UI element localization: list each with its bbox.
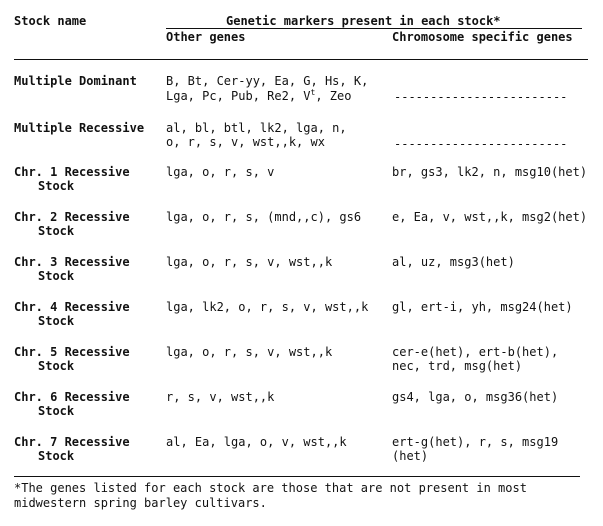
- column-header-other-genes: Other genes: [166, 30, 246, 44]
- stock-name-chr3-line1: Chr. 3 Recessive: [14, 255, 130, 269]
- group-header-rule: [166, 28, 582, 29]
- chromosome-genes-multiple-dominant: ------------------------: [394, 90, 568, 104]
- other-genes-chr7: al, Ea, lga, o, v, wst,,k: [166, 435, 347, 449]
- column-group-header: Genetic markers present in each stock*: [226, 14, 501, 28]
- stock-name-chr5-line2: Stock: [38, 359, 75, 373]
- chromosome-genes-chr5-line1: cer-e(het), ert-b(het),: [392, 345, 559, 359]
- stock-name-chr2-line1: Chr. 2 Recessive: [14, 210, 130, 224]
- chromosome-genes-chr2: e, Ea, v, wst,,k, msg2(het): [392, 210, 588, 224]
- superscript-t: t: [310, 88, 316, 97]
- other-genes-chr3: lga, o, r, s, v, wst,,k: [166, 255, 333, 269]
- other-genes-chr5: lga, o, r, s, v, wst,,k: [166, 345, 333, 359]
- footnote-line2: midwestern spring barley cultivars.: [14, 496, 267, 510]
- other-genes-multiple-recessive-line2: o, r, s, v, wst,,k, wx: [166, 135, 325, 149]
- chromosome-genes-chr3: al, uz, msg3(het): [392, 255, 515, 269]
- stock-name-chr7-line1: Chr. 7 Recessive: [14, 435, 130, 449]
- column-header-stock-name: Stock name: [14, 14, 87, 28]
- other-genes-chr6: r, s, v, wst,,k: [166, 390, 275, 404]
- stock-name-chr1-line1: Chr. 1 Recessive: [14, 165, 130, 179]
- chromosome-genes-chr7-line1: ert-g(het), r, s, msg19: [392, 435, 559, 449]
- chromosome-genes-chr4: gl, ert-i, yh, msg24(het): [392, 300, 573, 314]
- stock-name-chr5-line1: Chr. 5 Recessive: [14, 345, 130, 359]
- stock-name-chr6-line2: Stock: [38, 404, 75, 418]
- stock-name-chr6-line1: Chr. 6 Recessive: [14, 390, 130, 404]
- other-genes-multiple-recessive-line1: al, bl, btl, lk2, lga, n,: [166, 121, 347, 135]
- stock-name-chr4-line2: Stock: [38, 314, 75, 328]
- chromosome-genes-chr5-line2: nec, trd, msg(het): [392, 359, 523, 373]
- other-genes-chr2: lga, o, r, s, (mnd,,c), gs6: [166, 210, 362, 224]
- other-genes-multiple-dominant-line2: Lga, Pc, Pub, Re2, $V^t$, Zeo: [166, 88, 352, 103]
- stock-name-chr3-line2: Stock: [38, 269, 75, 283]
- footnote-divider: [14, 476, 580, 477]
- chromosome-genes-chr7-line2: (het): [392, 449, 429, 463]
- stock-name-multiple-dominant: Multiple Dominant: [14, 74, 137, 88]
- stock-name-multiple-recessive: Multiple Recessive: [14, 121, 145, 135]
- stock-name-chr4-line1: Chr. 4 Recessive: [14, 300, 130, 314]
- stock-name-chr2-line2: Stock: [38, 224, 75, 238]
- column-header-chromosome-specific: Chromosome specific genes: [392, 30, 573, 44]
- header-divider: [14, 59, 588, 60]
- stock-name-chr1-line2: Stock: [38, 179, 75, 193]
- chromosome-genes-multiple-recessive: ------------------------: [394, 137, 568, 151]
- other-genes-chr1: lga, o, r, s, v: [166, 165, 275, 179]
- chromosome-genes-chr6: gs4, lga, o, msg36(het): [392, 390, 559, 404]
- other-genes-multiple-dominant-line1: B, Bt, Cer-yy, Ea, G, Hs, K,: [166, 74, 369, 88]
- stock-name-chr7-line2: Stock: [38, 449, 75, 463]
- footnote-line1: *The genes listed for each stock are those that are not present in most: [14, 481, 527, 495]
- chromosome-genes-chr1: br, gs3, lk2, n, msg10(het): [392, 165, 588, 179]
- other-genes-chr4: lga, lk2, o, r, s, v, wst,,k: [166, 300, 369, 314]
